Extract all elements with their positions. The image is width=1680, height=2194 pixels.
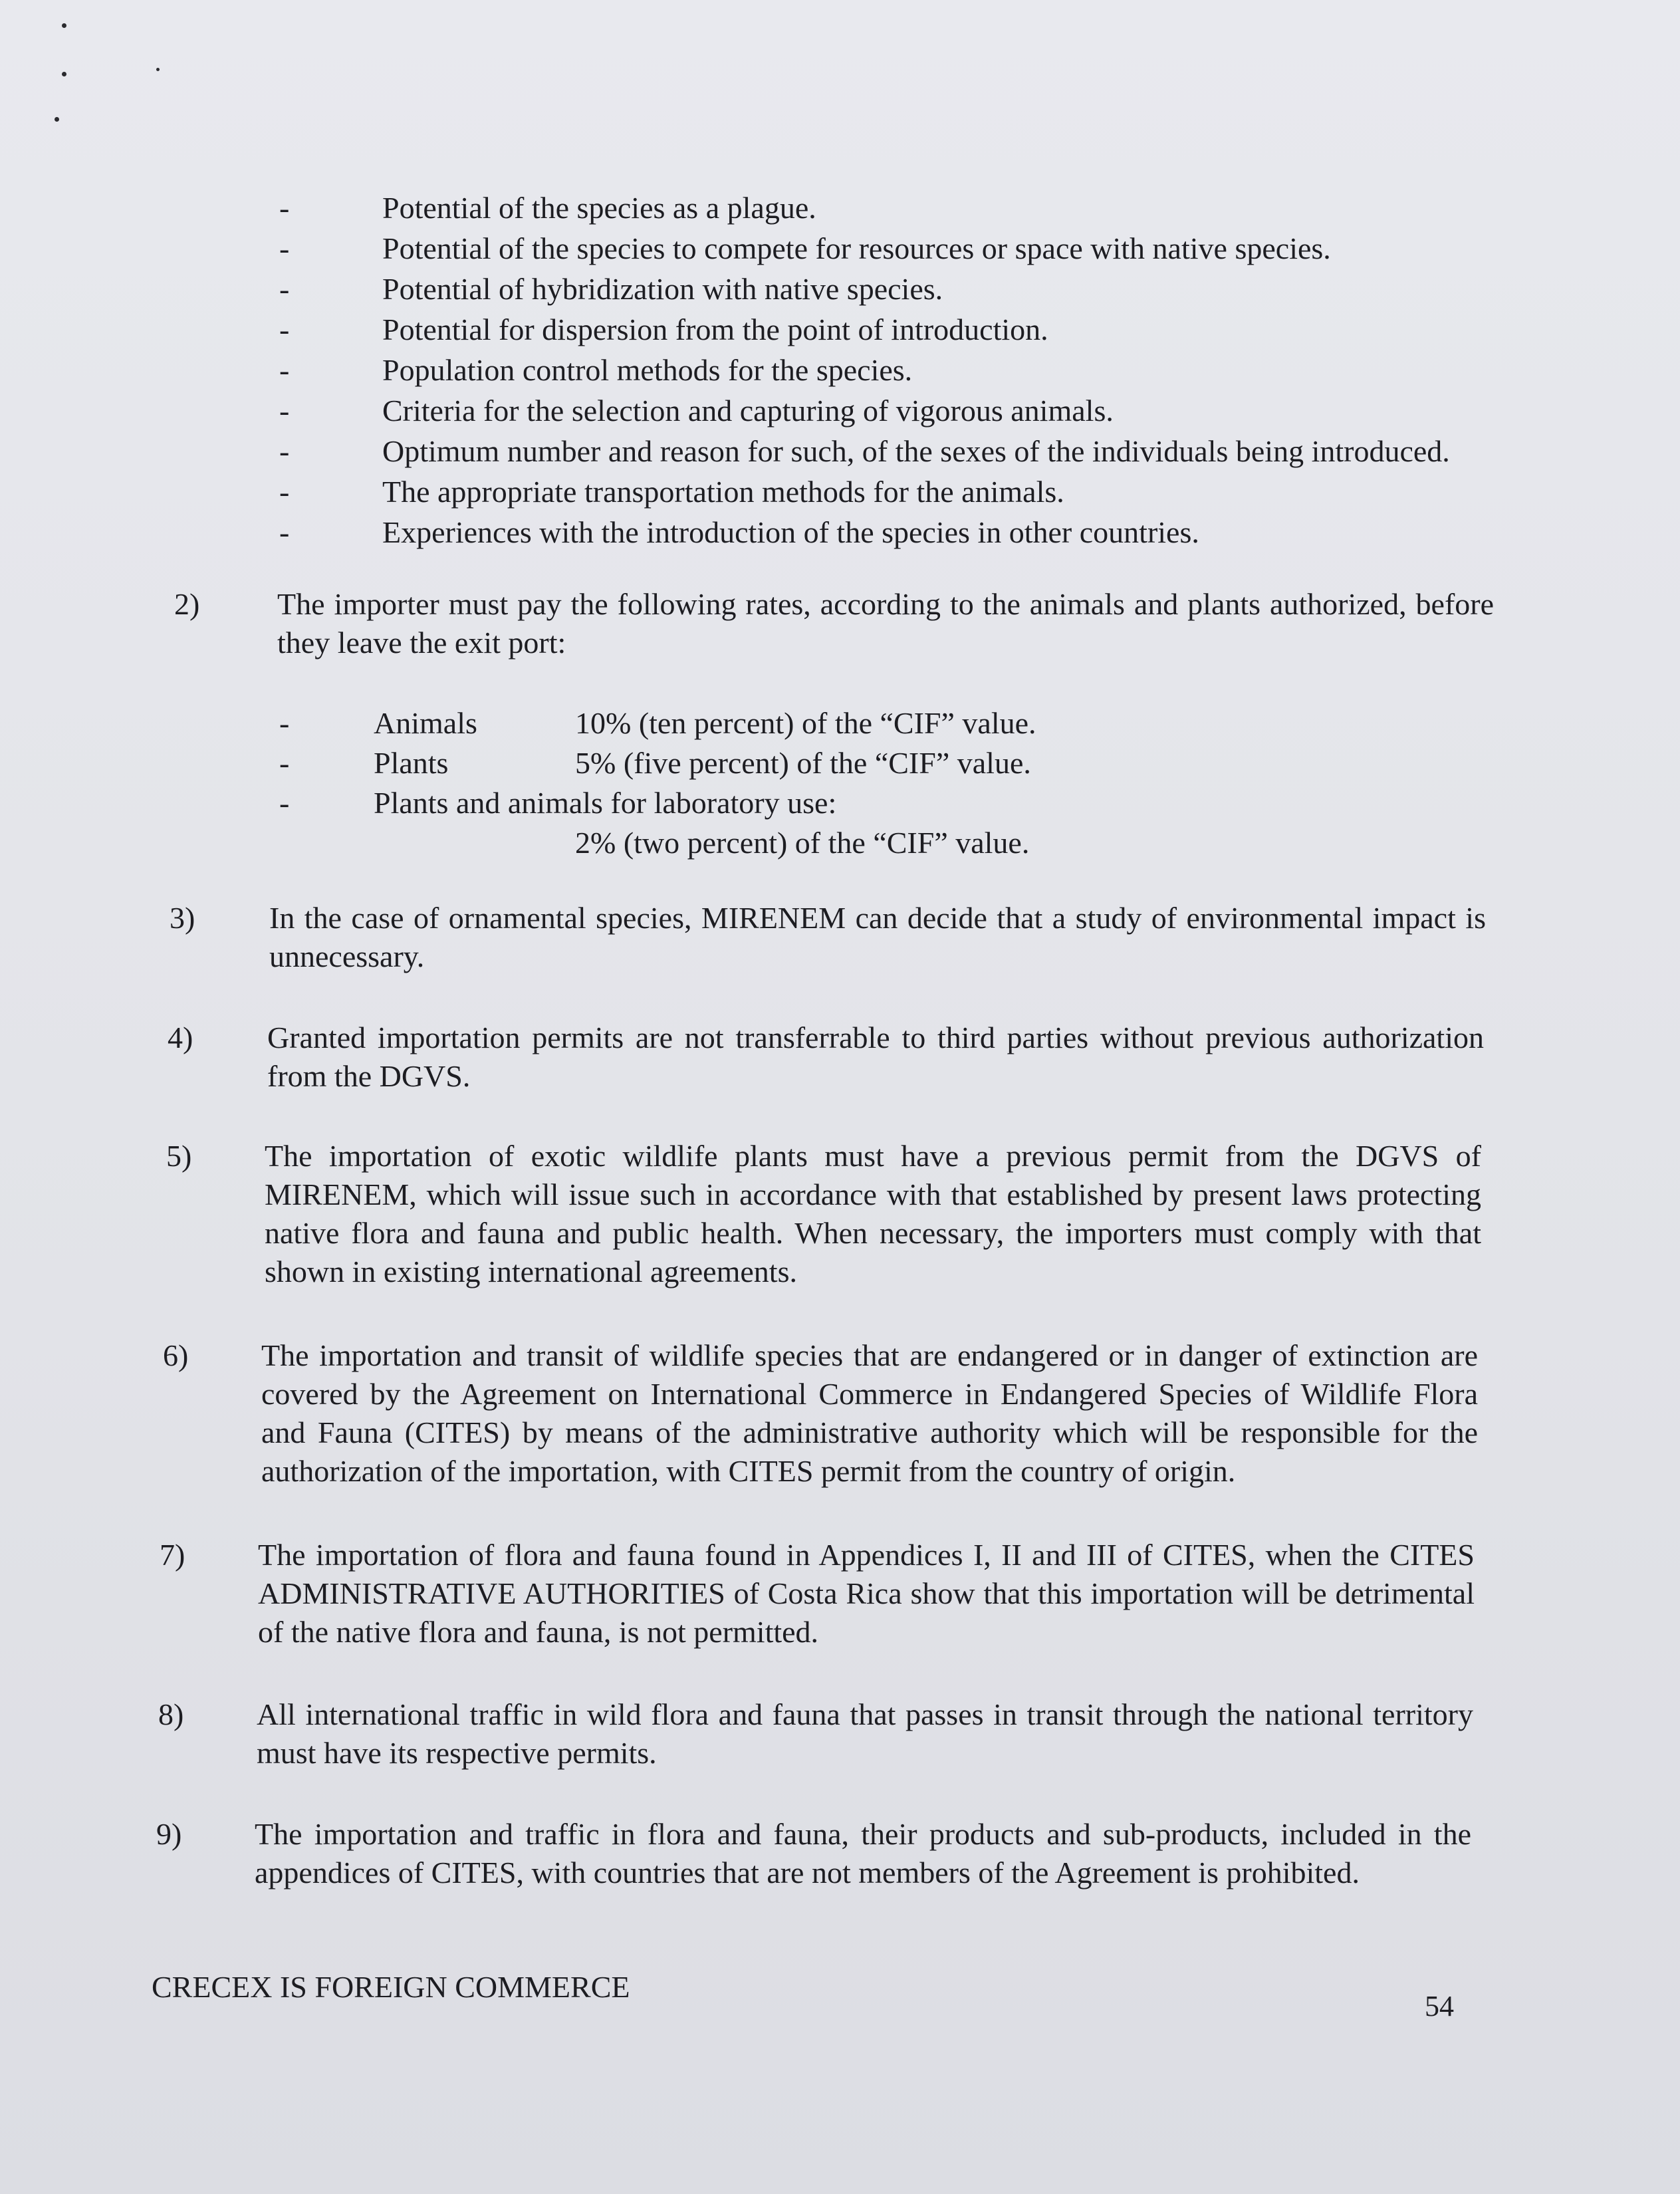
dash-bullet: - (279, 312, 290, 346)
margin-mark (62, 72, 66, 76)
item-number: 7) (160, 1538, 185, 1572)
list-item (279, 187, 1542, 228)
list-item (279, 390, 1542, 431)
rate-value: 2% (two percent) of the “CIF” value. (575, 826, 1030, 860)
item-number: 4) (168, 1021, 193, 1054)
rate-name: Plants and animals for laboratory use: (374, 786, 837, 820)
list-item-text: Potential of hybridization with native species. (382, 272, 943, 306)
rates-list (279, 703, 1143, 863)
dash-bullet: - (279, 394, 290, 427)
item-number: 8) (158, 1697, 184, 1731)
dash-bullet: - (279, 786, 290, 820)
item-number: 2) (174, 587, 200, 621)
list-item-text: Potential for dispersion from the point of introduction. (382, 312, 1048, 346)
item-number: 5) (166, 1139, 192, 1173)
rate-value: 10% (ten percent) of the “CIF” value. (575, 706, 1036, 740)
item-text: The importation of flora and fauna found in Appendices I, II and III of CITES, when the CITES ADMINISTRATIVE AUTHORITIES of Costa Rica show that this importation will be detrimental of the native flora and fauna, is not permitted. (258, 1538, 1475, 1649)
item-text: In the case of ornamental species, MIRENEM can decide that a study of environmental impact is unnecessary. (269, 901, 1486, 973)
item-text: The importation and transit of wildlife species that are endangered or in danger of extinction are covered by the Agreement on International Commerce in Endangered Species of Wildlife Flora and Fauna (CITES) by means of the administrative authority which will be responsible for the authorization of the importation, with CITES permit from the country of origin. (261, 1338, 1478, 1488)
dash-bullet: - (279, 272, 290, 306)
dash-bullet: - (279, 706, 290, 740)
dash-bullet: - (279, 231, 290, 265)
dash-bullet: - (279, 191, 290, 225)
list-item-text: Potential of the species to compete for resources or space with native species. (382, 231, 1331, 265)
item-text: Granted importation permits are not transferrable to third parties without previous authorization from the DGVS. (267, 1021, 1484, 1093)
item-number: 6) (163, 1338, 189, 1372)
item-number: 9) (156, 1817, 182, 1851)
item-text: The importation of exotic wildlife plants must have a previous permit from the DGVS of MIRENEM, which will issue such in accordance with that established by present laws protecting native flora and fauna and public health. When necessary, the importers must comply with that shown in existing international agreements. (265, 1139, 1481, 1288)
list-item-text: The appropriate transportation methods for the animals. (382, 475, 1064, 509)
dash-bullet: - (279, 475, 290, 509)
item-number: 3) (170, 901, 195, 935)
list-item (279, 309, 1542, 350)
item-text: All international traffic in wild flora and fauna that passes in transit through the national territory must have its respective permits. (257, 1697, 1473, 1770)
page-number: 54 (1425, 1990, 1454, 2022)
list-item (279, 228, 1542, 269)
dash-bullet: - (279, 515, 290, 549)
list-item-text: Criteria for the selection and capturing of vigorous animals. (382, 394, 1114, 427)
margin-mark (55, 117, 59, 122)
list-item-text: Experiences with the introduction of the species in other countries. (382, 515, 1199, 549)
rate-row (279, 783, 1143, 823)
item-text: The importer must pay the following rates, according to the animals and plants authorized, before they leave the exit port: (277, 587, 1494, 660)
list-item (279, 471, 1542, 512)
species-criteria-list (279, 187, 1542, 552)
list-item-text: Population control methods for the species. (382, 353, 913, 387)
margin-mark (156, 68, 160, 71)
rate-value: 5% (five percent) of the “CIF” value. (575, 746, 1031, 780)
dash-bullet: - (279, 746, 290, 780)
margin-mark (62, 23, 66, 28)
list-item (279, 350, 1542, 390)
list-item-text: Potential of the species as a plague. (382, 191, 816, 225)
dash-bullet: - (279, 434, 290, 468)
rate-name: Animals (374, 706, 477, 740)
rate-name: Plants (374, 746, 449, 780)
list-item-text: Optimum number and reason for such, of the sexes of the individuals being introduced. (382, 434, 1450, 468)
footer-organization: CRECEX IS FOREIGN COMMERCE (152, 1970, 630, 2004)
dash-bullet: - (279, 353, 290, 387)
list-item (279, 431, 1542, 471)
rate-row (279, 823, 1143, 863)
item-text: The importation and traffic in flora and fauna, their products and sub-products, included in the appendices of CITES, with countries that are not members of the Agreement is prohibited. (255, 1817, 1471, 1889)
list-item (279, 269, 1542, 309)
list-item (279, 512, 1542, 552)
rate-row (279, 703, 1143, 743)
rate-row (279, 743, 1143, 783)
